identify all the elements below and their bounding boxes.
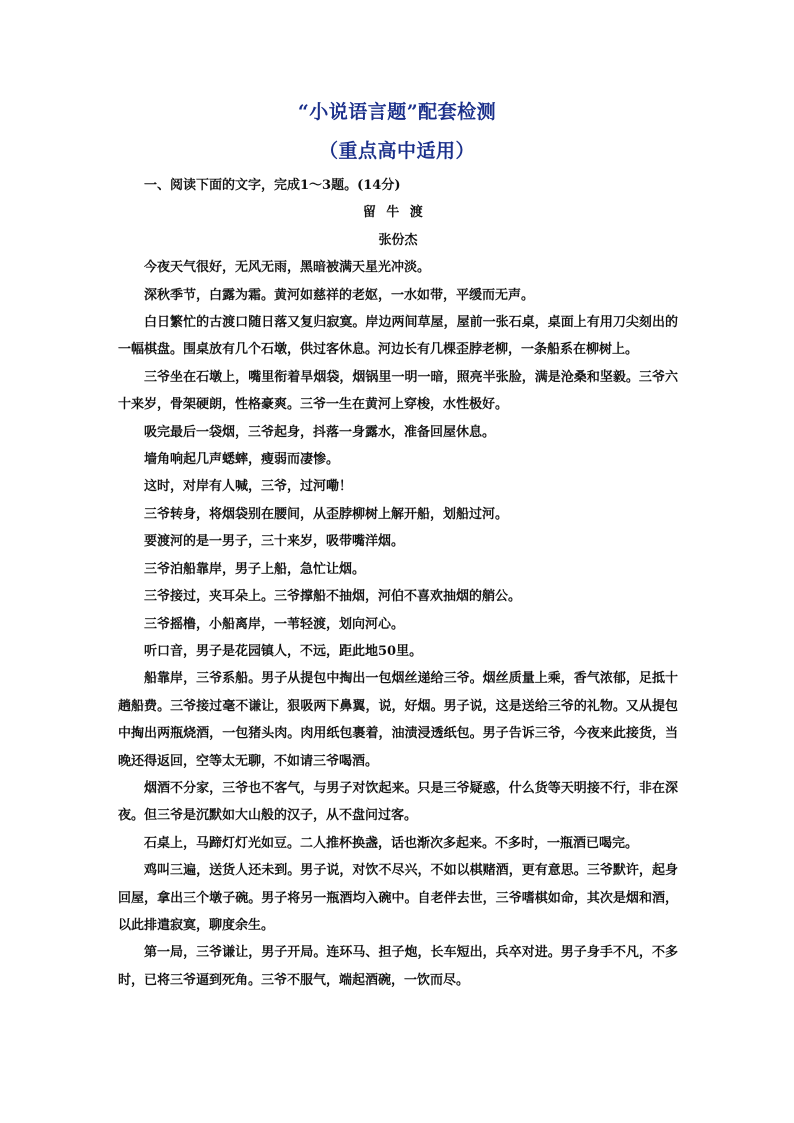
- page-title: “小说语言题”配套检测: [297, 101, 497, 123]
- paragraph: 白日繁忙的古渡口随日落又复归寂寞。岸边两间草屋，屋前一张石桌，桌面上有用刀尖刻出的一幅棋盘。围桌放有几个石墩，供过客休息。河边长有几棵歪脖老柳，一条船系在柳树上。: [118, 315, 678, 358]
- paragraph: 今夜天气很好，无风无雨，黑暗被满天星光冲淡。: [144, 260, 431, 276]
- paragraph: 吸完最后一袋烟，三爷起身，抖落一身露水，准备回屋休息。: [144, 424, 496, 440]
- paragraph: 石桌上，马蹄灯灯光如豆。二人推杯换盏，话也渐次多起来。不多时，一瓶酒已喝完。: [144, 835, 639, 851]
- paragraph: 三爷接过，夹耳朵上。三爷撑船不抽烟，河伯不喜欢抽烟的艄公。: [144, 589, 522, 605]
- paragraph: 第一局，三爷谦让，男子开局。连环马、担子炮，长车短出，兵卒对进。男子身手不凡，不多时，已将三爷逼到死角。三爷不服气，端起酒碗，一饮而尽。: [118, 945, 678, 988]
- paragraph: 要渡河的是一男子，三十来岁，吸带嘴洋烟。: [144, 534, 405, 550]
- paragraph: 三爷泊船靠岸，男子上船，急忙让烟。: [144, 561, 366, 577]
- paragraph: 三爷坐在石墩上，嘴里衔着旱烟袋，烟锅里一明一暗，照亮半张脸，满是沧桑和坚毅。三爷六十来岁，骨架硬朗，性格豪爽。三爷一生在黄河上穿梭，水性极好。: [118, 369, 678, 413]
- document-body: [118, 172, 678, 994]
- story-title: 留牛渡: [362, 205, 434, 221]
- story-author: 张份杰: [378, 232, 418, 248]
- section-question: 一、阅读下面的文字，完成1～3题。(14分): [144, 178, 401, 193]
- paragraph: 三爷转身，将烟袋别在腰间，从歪脖柳树上解开船，划船过河。: [144, 506, 509, 522]
- paragraph: 鸡叫三遍，送货人还未到。男子说，对饮不尽兴，不如以棋赌酒，更有意思。三爷默许，起身回屋，拿出三个墩子碗。男子将另一瓶酒均入碗中。自老伴去世，三爷嗜棋如命，其次是烟和酒，以此排遣寂寞，聊度余生。: [118, 863, 678, 933]
- paragraph: 船靠岸，三爷系船。男子从提包中掏出一包烟丝递给三爷。烟丝质量上乘，香气浓郁，足抵十趟船费。三爷接过毫不谦让，狠吸两下鼻翼，说，好烟。男子说，这是送给三爷的礼物。又从提包中掏出两瓶烧酒，一包猪头肉。肉用纸包裹着，油渍浸透纸包。男子告诉三爷，今夜来此接货，当晚还得返回，空等太无聊，不如请三爷喝酒。: [118, 671, 678, 769]
- paragraph: 三爷摇橹，小船离岸，一苇轻渡，划向河心。: [144, 616, 405, 632]
- paragraph: 这时，对岸有人喊，三爷，过河嘞！: [144, 479, 353, 495]
- paragraph: 听口音，男子是花园镇人，不远，距此地50里。: [144, 643, 423, 659]
- paragraph: 烟酒不分家，三爷也不客气，与男子对饮起来。只是三爷疑惑，什么货等天明接不行，非在深夜。但三爷是沉默如大山般的汉子，从不盘问过客。: [118, 780, 678, 824]
- paragraph: 深秋季节，白露为霜。黄河如慈祥的老妪，一水如带，平缓而无声。: [144, 287, 535, 303]
- page-subtitle: （重点高中适用）: [318, 140, 475, 162]
- paragraph: 墙角响起几声蟋蟀，瘦弱而凄惨。: [144, 452, 340, 468]
